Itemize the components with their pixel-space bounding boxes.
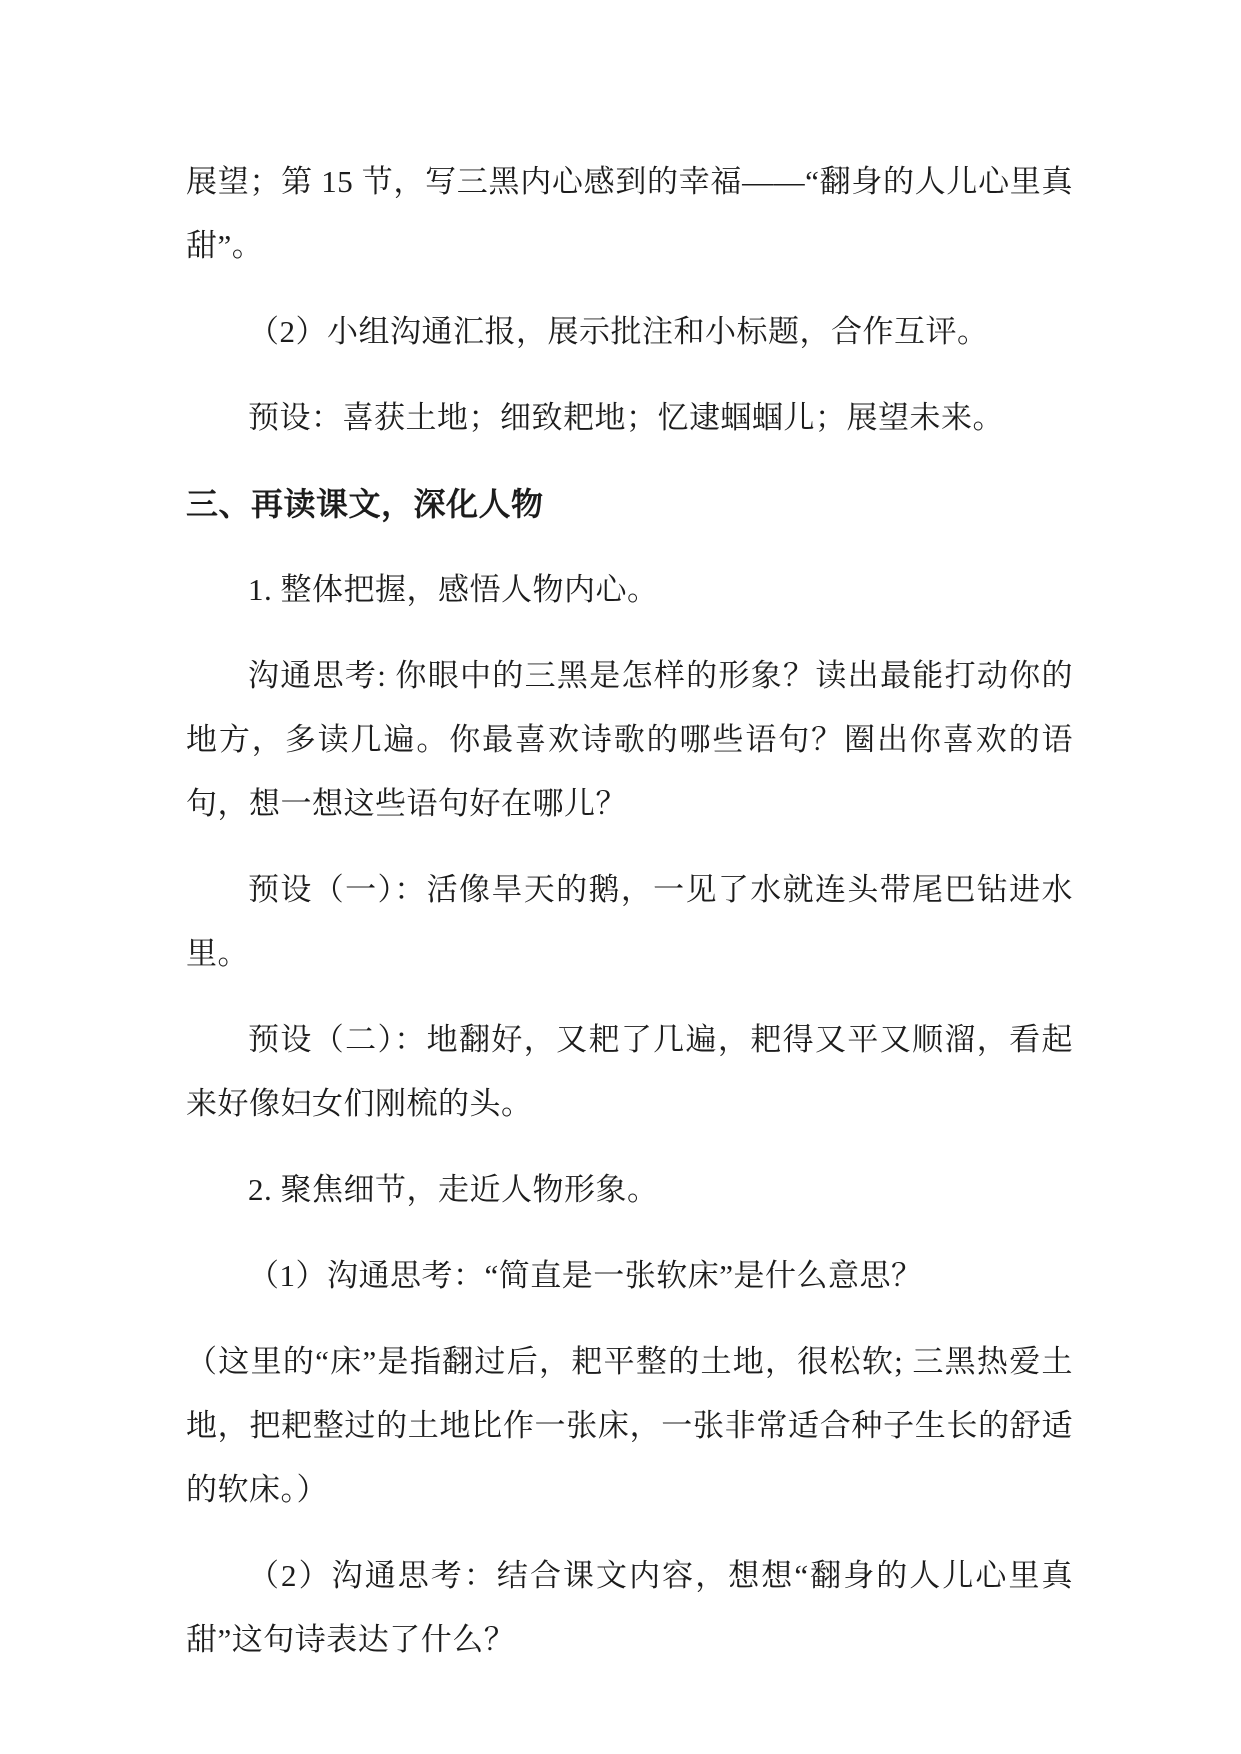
- body-paragraph: （1）沟通思考：“简直是一张软床”是什么意思？: [248, 1258, 923, 1293]
- body-paragraph: 预设：喜获土地；细致耙地；忆逮蝈蝈儿；展望未来。: [248, 400, 1004, 435]
- body-paragraph-parenthetical: （这里的“床”是指翻过后，耙平整的土地，很松软; 三黑热爱土地，把耙整过的土地比作一张床，一张非常适合种子生长的舒适的软床。）: [186, 1344, 1073, 1507]
- section-heading: 三、再读课文，深化人物: [186, 486, 544, 522]
- body-paragraph: 预设（一）：活像旱天的鹅，一见了水就连头带尾巴钻进水里。: [186, 872, 1073, 971]
- body-paragraph: 预设（二）：地翻好，又耙了几遍，耙得又平又顺溜，看起来好像妇女们刚梳的头。: [186, 1022, 1073, 1121]
- body-paragraph: 1. 整体把握，感悟人物内心。: [248, 572, 659, 607]
- body-paragraph: （2）小组沟通汇报，展示批注和小标题，合作互评。: [248, 314, 989, 349]
- body-paragraph: 2. 聚焦细节，走近人物形象。: [248, 1172, 659, 1207]
- body-paragraph-continuation: 展望；第 15 节，写三黑内心感到的幸福——“翻身的人儿心里真甜”。: [186, 164, 1073, 263]
- body-paragraph: （2）沟通思考：结合课文内容，想想“翻身的人儿心里真甜”这句诗表达了什么？: [186, 1558, 1073, 1657]
- body-paragraph: 沟通思考: 你眼中的三黑是怎样的形象？读出最能打动你的地方，多读几遍。你最喜欢诗歌的哪些语句？圈出你喜欢的语句，想一想这些语句好在哪儿？: [186, 658, 1073, 821]
